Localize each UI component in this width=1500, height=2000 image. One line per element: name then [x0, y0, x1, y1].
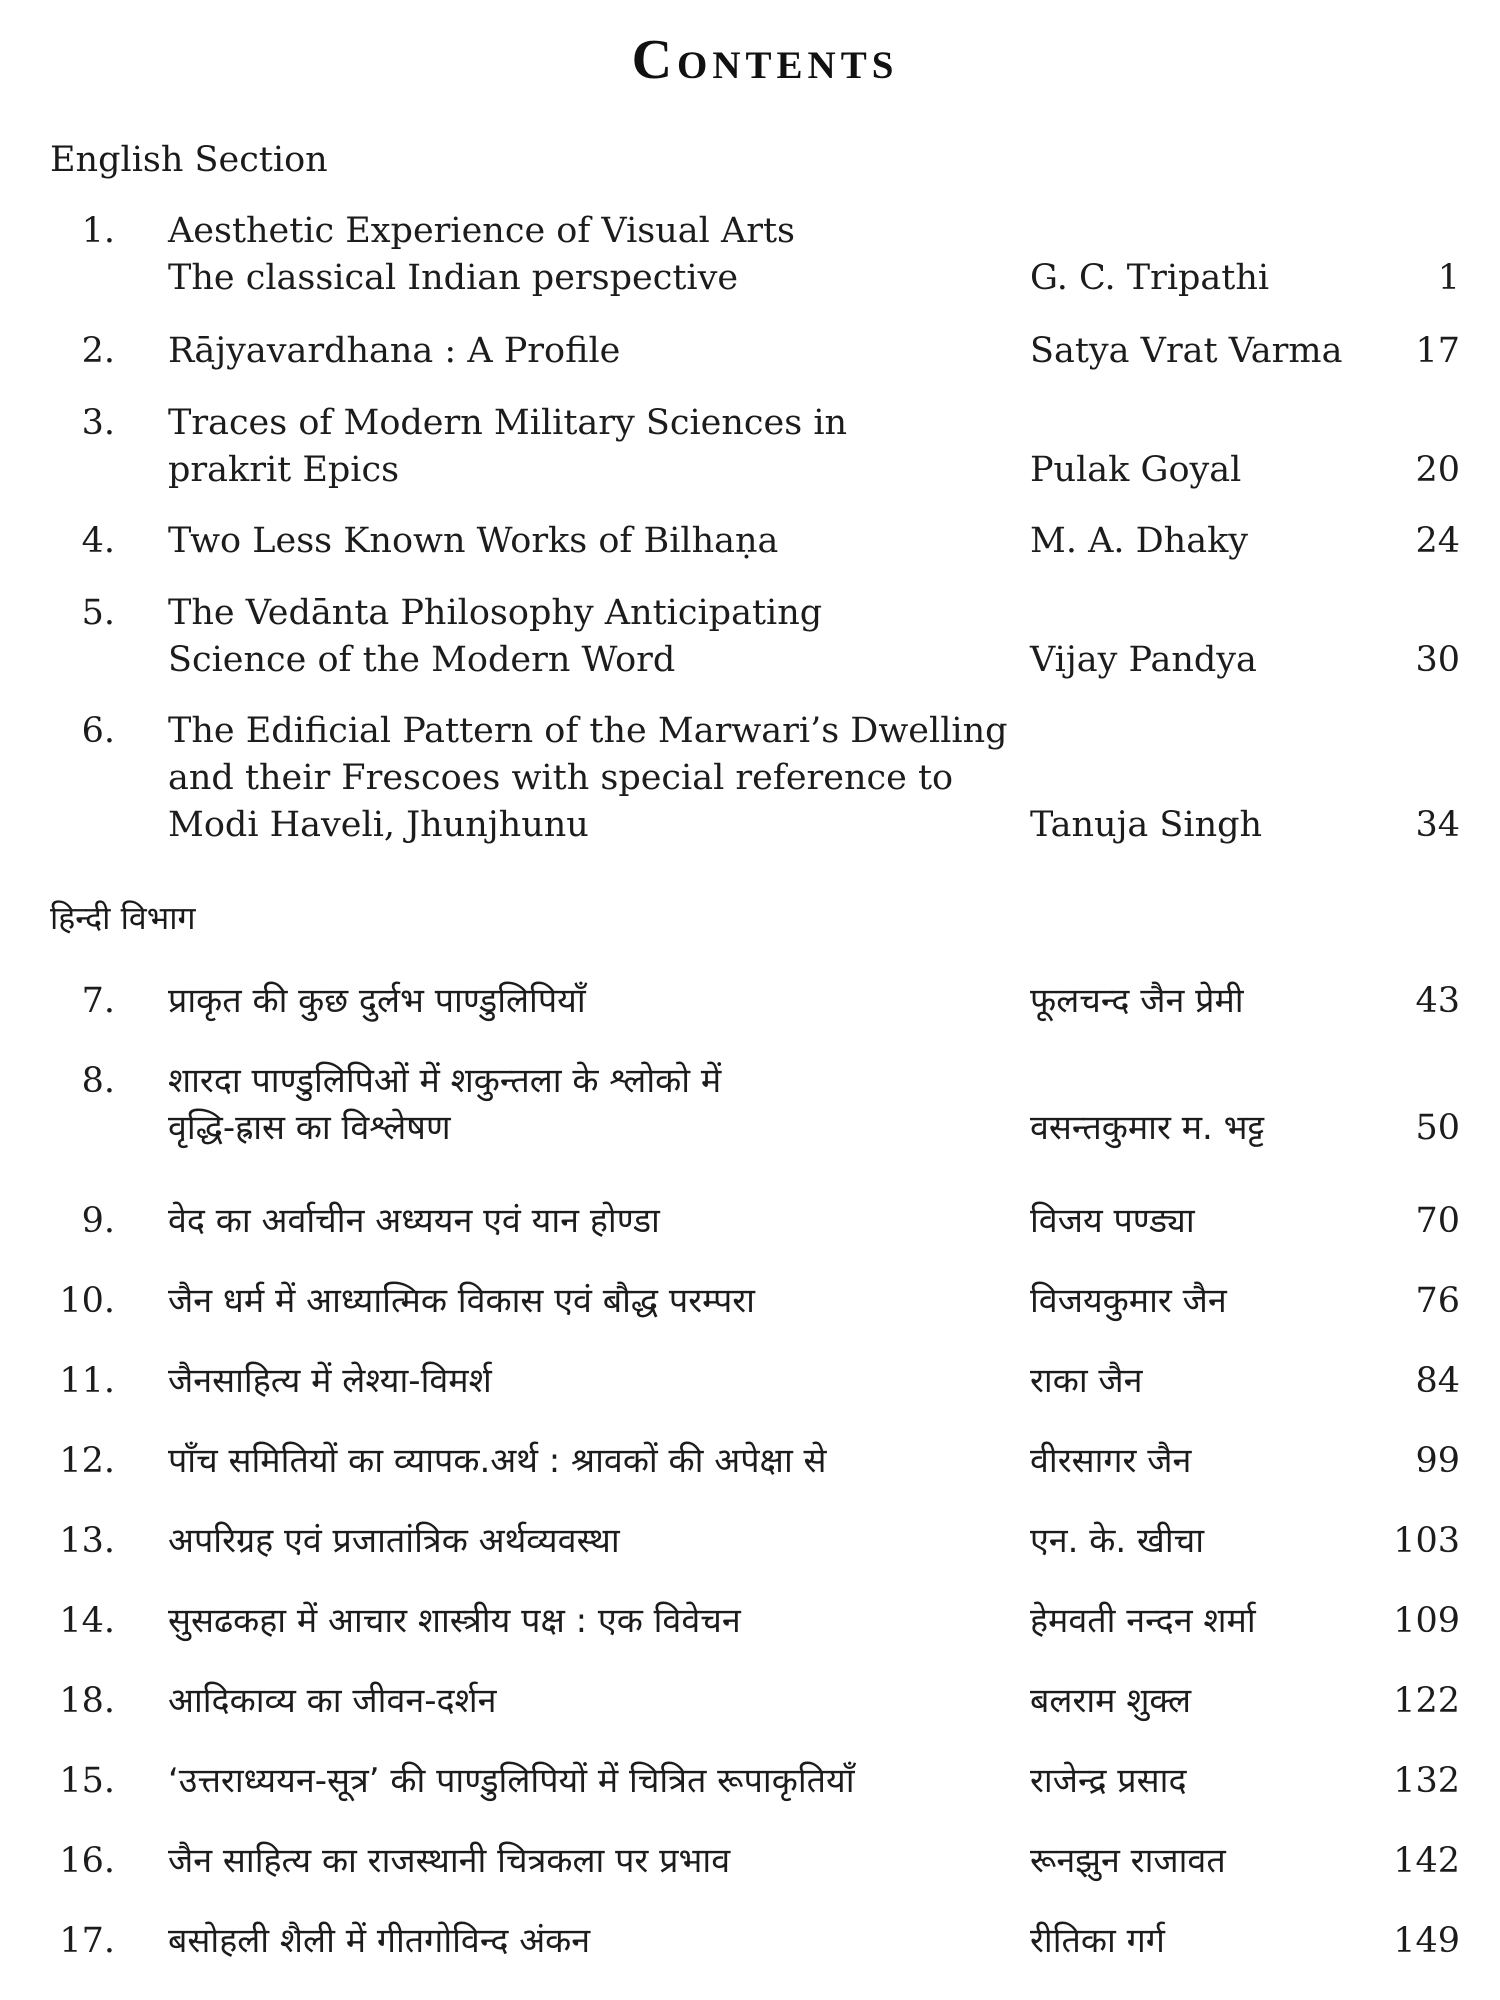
- entry-title: [168, 208, 1018, 302]
- entry-title: [168, 1678, 1018, 1725]
- entry-title-line: जैनसाहित्य में लेश्या-विमर्श: [168, 1361, 492, 1401]
- entry-number: 12.: [59, 1441, 115, 1481]
- entry-number: 7.: [81, 981, 115, 1021]
- entry-title: [168, 1438, 1018, 1485]
- entry-author: Vijay Pandya: [1030, 640, 1257, 680]
- entry-title-line: सुसढकहा में आचार शास्त्रीय पक्ष : एक विवेचन: [168, 1601, 741, 1641]
- entry-title: [168, 518, 1018, 565]
- entry-title-line: and their Frescoes with special reference to: [168, 758, 954, 798]
- entry-number: 15.: [59, 1761, 115, 1801]
- entry-page-number: 30: [1415, 640, 1460, 680]
- entry-author: रीतिका गर्ग: [1030, 1921, 1165, 1961]
- entry-author: राजेन्द्र प्रसाद: [1030, 1761, 1187, 1801]
- entry-author: वसन्तकुमार म. भट्ट: [1030, 1108, 1265, 1148]
- entry-title-line: Rājyavardhana : A Profile: [168, 331, 621, 371]
- entry-page-number: 142: [1393, 1841, 1460, 1881]
- entry-title-line: Aesthetic Experience of Visual Arts: [168, 211, 796, 251]
- entry-title-line: Modi Haveli, Jhunjhunu: [168, 805, 589, 845]
- entry-title: [168, 400, 1018, 494]
- entry-page-number: 76: [1415, 1281, 1460, 1321]
- entry-title: [168, 1358, 1018, 1405]
- entry-page-number: 99: [1415, 1441, 1460, 1481]
- entry-title-line: The Edificial Pattern of the Marwari’s Dwelling: [168, 711, 1008, 751]
- entry-page-number: 43: [1415, 981, 1460, 1021]
- entry-page-number: 149: [1393, 1921, 1460, 1961]
- entry-title-line: बसोहली शैली में गीतगोविन्द अंकन: [168, 1921, 591, 1961]
- entry-title: [168, 1758, 1018, 1805]
- entry-title-line: Science of the Modern Word: [168, 640, 676, 680]
- entry-title: [168, 1598, 1018, 1645]
- entry-title: [168, 708, 1018, 849]
- entry-page-number: 1: [1437, 258, 1460, 298]
- entry-author: हेमवती नन्दन शर्मा: [1030, 1601, 1256, 1641]
- entry-title-line: prakrit Epics: [168, 450, 400, 490]
- entry-title-line: जैन साहित्य का राजस्थानी चित्रकला पर प्रभाव: [168, 1841, 731, 1881]
- entry-author: एन. के. खीचा: [1030, 1521, 1205, 1561]
- entry-page-number: 103: [1393, 1521, 1460, 1561]
- entry-title-line: शारदा पाण्डुलिपिओं में शकुन्तला के श्लोको में: [168, 1061, 722, 1101]
- entry-page-number: 132: [1393, 1761, 1460, 1801]
- entry-title: [168, 1058, 1018, 1152]
- entry-page-number: 50: [1415, 1108, 1460, 1148]
- entry-number: 4.: [81, 521, 115, 561]
- entry-page-number: 70: [1415, 1201, 1460, 1241]
- entry-title: [168, 978, 1018, 1025]
- entry-number: 3.: [81, 403, 115, 443]
- entry-title-line: Traces of Modern Military Sciences in: [168, 403, 848, 443]
- entry-title-line: वृद्धि-ह्रास का विश्लेषण: [168, 1108, 451, 1148]
- entry-title: [168, 1518, 1018, 1565]
- entry-number: 8.: [81, 1061, 115, 1101]
- entry-page-number: 34: [1415, 805, 1460, 845]
- entry-author: G. C. Tripathi: [1030, 258, 1270, 298]
- entry-title-line: ‘उत्तराध्ययन-सूत्र’ की पाण्डुलिपियों में चित्रित रूपाकृतियाँ: [168, 1761, 855, 1801]
- entry-page-number: 122: [1393, 1681, 1460, 1721]
- entry-title-line: आदिकाव्य का जीवन-दर्शन: [168, 1681, 497, 1721]
- entry-author: वीरसागर जैन: [1030, 1441, 1192, 1481]
- entry-page-number: 109: [1393, 1601, 1460, 1641]
- entry-page-number: 17: [1415, 331, 1460, 371]
- hindi-section-heading: हिन्दी विभाग: [50, 899, 196, 937]
- entry-title-line: The classical Indian perspective: [168, 258, 739, 298]
- entry-title-line: पाँच समितियों का व्यापक.अर्थ : श्रावकों की अपेक्षा से: [168, 1441, 827, 1481]
- entry-author: फूलचन्द जैन प्रेमी: [1030, 981, 1244, 1021]
- entry-title-line: अपरिग्रह एवं प्रजातांत्रिक अर्थव्यवस्था: [168, 1521, 620, 1561]
- entry-page-number: 20: [1415, 450, 1460, 490]
- entry-number: 9.: [81, 1201, 115, 1241]
- entry-author: रूनझुन राजावत: [1030, 1841, 1226, 1881]
- entry-page-number: 24: [1415, 521, 1460, 561]
- entry-number: 5.: [81, 593, 115, 633]
- entry-author: Tanuja Singh: [1030, 805, 1263, 845]
- entry-title: [168, 1278, 1018, 1325]
- entry-number: 1.: [81, 211, 115, 251]
- entry-title: [168, 1198, 1018, 1245]
- entry-page-number: 84: [1415, 1361, 1460, 1401]
- entry-number: 16.: [59, 1841, 115, 1881]
- entry-number: 6.: [81, 711, 115, 751]
- entry-author: Pulak Goyal: [1030, 450, 1242, 490]
- entry-author: राका जैन: [1030, 1361, 1143, 1401]
- entry-title: [168, 590, 1018, 684]
- entry-title-line: वेद का अर्वाचीन अध्ययन एवं यान होण्डा: [168, 1201, 660, 1241]
- entry-number: 17.: [59, 1921, 115, 1961]
- entry-number: 18.: [59, 1681, 115, 1721]
- page-title: Contents: [631, 29, 899, 91]
- entry-number: 11.: [59, 1361, 115, 1401]
- entry-title-line: जैन धर्म में आध्यात्मिक विकास एवं बौद्ध परम्परा: [168, 1281, 755, 1321]
- entry-title: [168, 1918, 1018, 1965]
- english-section-heading: English Section: [50, 140, 328, 180]
- entry-number: 13.: [59, 1521, 115, 1561]
- entry-title: [168, 1838, 1018, 1885]
- entry-author: विजयकुमार जैन: [1030, 1281, 1227, 1321]
- entry-author: बलराम शुक्ल: [1030, 1681, 1192, 1721]
- entry-title: [168, 328, 1018, 375]
- entry-author: Satya Vrat Varma: [1030, 331, 1343, 371]
- entry-title-line: Two Less Known Works of Bilhaṇa: [168, 521, 779, 561]
- entry-author: विजय पण्ड्या: [1030, 1201, 1195, 1241]
- entry-title-line: प्राकृत की कुछ दुर्लभ पाण्डुलिपियाँ: [168, 981, 586, 1021]
- entry-number: 14.: [59, 1601, 115, 1641]
- entry-author: M. A. Dhaky: [1030, 521, 1249, 561]
- entry-number: 2.: [81, 331, 115, 371]
- entry-title-line: The Vedānta Philosophy Anticipating: [168, 593, 823, 633]
- entry-number: 10.: [59, 1281, 115, 1321]
